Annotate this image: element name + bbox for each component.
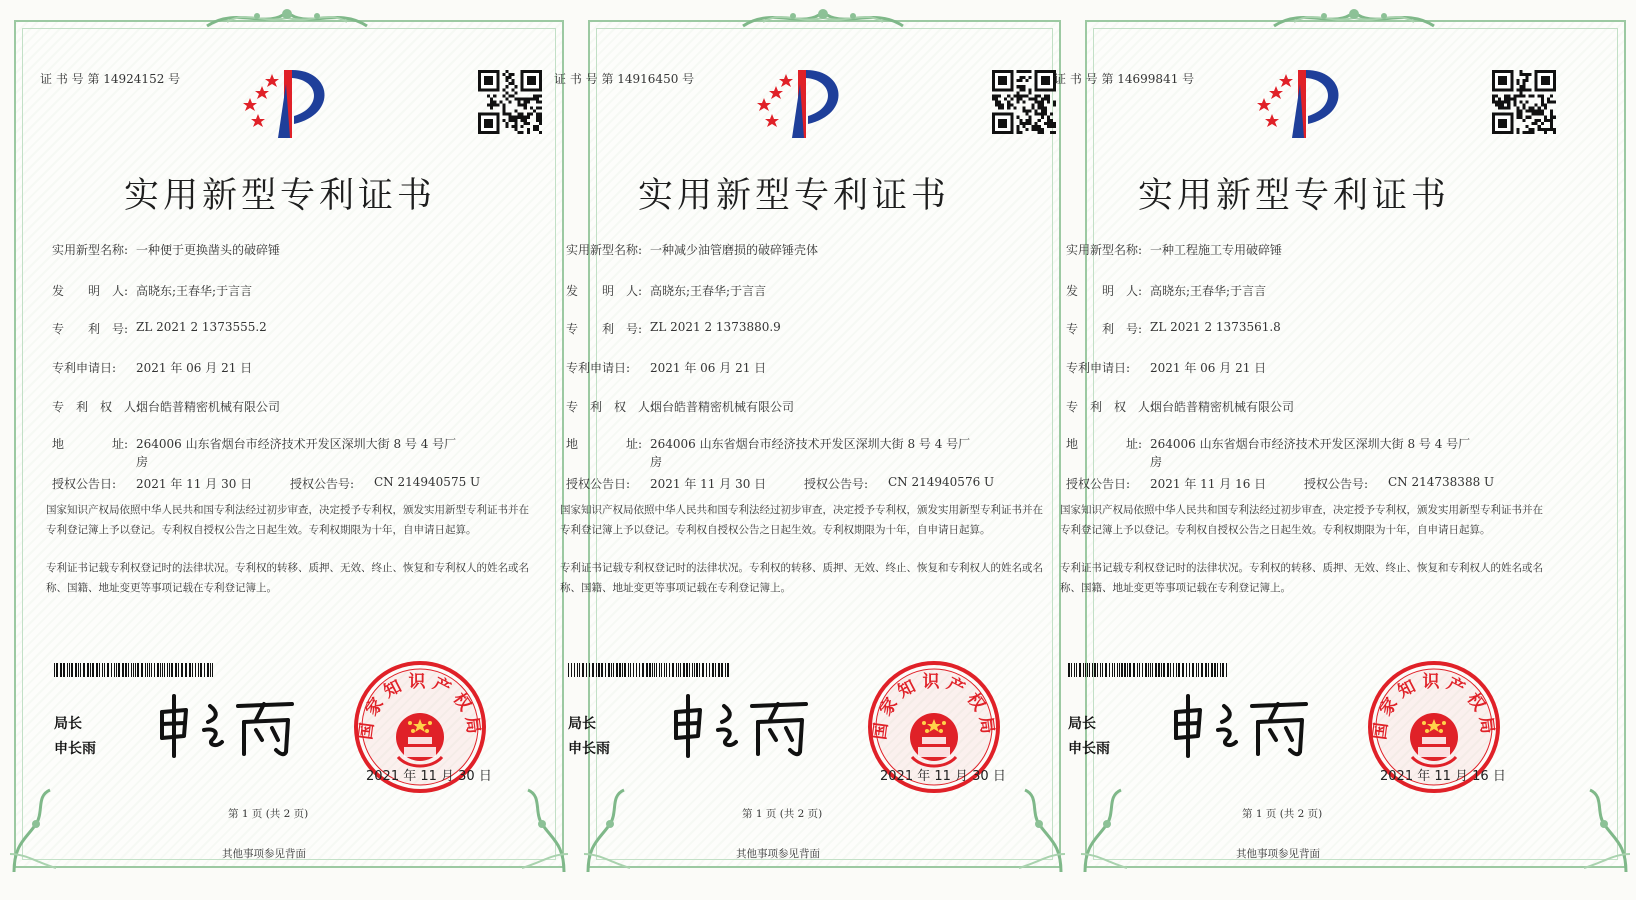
grant-statement-paragraph: 国家知识产权局依照中华人民共和国专利法经过初步审查，决定授予专利权，颁发实用新型专利证书并在专利登记簿上予以登记。专利权自授权公告之日起生效。专利权期限为十年，自申请日起算。 [560, 504, 1043, 536]
seal-date: 2021 年 11 月 30 日 [880, 769, 1006, 784]
filing-date: 2021 年 06 月 21 日 [136, 361, 253, 375]
filing-date: 2021 年 06 月 21 日 [1150, 361, 1267, 375]
patentee-row [52, 398, 281, 415]
field-label: 专利申请日: [52, 361, 117, 375]
barcode-icon [1068, 663, 1230, 677]
address-row [1066, 435, 1471, 452]
handwritten-signature [666, 690, 816, 760]
director-title: 局长 [1068, 716, 1096, 732]
grant-number: CN 214738388 U [1388, 475, 1495, 489]
inventor-names: 高晓东;王春华;于言言 [136, 284, 253, 298]
patentee-name: 烟台皓普精密机械有限公司 [136, 400, 281, 414]
field-label: 授权公告号: [290, 477, 355, 491]
field-label: 专 利 号: [52, 322, 129, 336]
grant-number-row [804, 475, 995, 492]
field-label: 授权公告日: [52, 477, 117, 491]
patent-certificate [1054, 0, 1636, 900]
utility-model-name: 一种减少油管磨损的破碎锤壳体 [650, 243, 819, 257]
inventor-row [1066, 282, 1267, 299]
director-title: 局长 [54, 716, 82, 732]
address-line-2: 房 [1150, 455, 1163, 469]
legal-status-paragraph: 专利证书记载专利权登记时的法律状况。专利权的转移、质押、无效、终止、恢复和专利权人的姓名或名称、国籍、地址变更等事项记载在专利登记簿上。 [46, 562, 529, 594]
field-label: 实用新型名称: [52, 243, 129, 257]
address-line-1: 264006 山东省烟台市经济技术开发区深圳大街 8 号 4 号厂 [650, 437, 971, 451]
grant-statement-paragraph: 国家知识产权局依照中华人民共和国专利法经过初步审查，决定授予专利权，颁发实用新型专利证书并在专利登记簿上予以登记。专利权自授权公告之日起生效。专利权期限为十年，自申请日起算。 [1060, 504, 1543, 536]
grant-number: CN 214940576 U [888, 475, 995, 489]
patent-number-row [52, 320, 267, 337]
grant-date: 2021 年 11 月 30 日 [650, 477, 767, 491]
patentee-name: 烟台皓普精密机械有限公司 [650, 400, 795, 414]
seal-text: 国家知识产权局 [356, 672, 484, 741]
field-label: 发 明 人: [52, 284, 129, 298]
field-label: 实用新型名称: [566, 243, 643, 257]
cnipa-logo-icon [756, 64, 856, 144]
utility-model-name-row [566, 241, 819, 258]
field-label: 专 利 权 人: [566, 400, 655, 414]
inventor-names: 高晓东;王春华;于言言 [650, 284, 767, 298]
patent-number-row [566, 320, 781, 337]
page-indicator: 第 1 页 (共 2 页) [228, 808, 309, 820]
grant-number: CN 214940575 U [374, 475, 481, 489]
certificate-content [514, 0, 1071, 900]
certificate-title: 实用新型专利证书 [1137, 176, 1450, 216]
grant-statement-paragraph: 国家知识产权局依照中华人民共和国专利法经过初步审查，决定授予专利权，颁发实用新型专利证书并在专利登记簿上予以登记。专利权自授权公告之日起生效。专利权期限为十年，自申请日起算。 [46, 504, 529, 536]
address-line-2: 房 [650, 455, 663, 469]
grant-number-row [290, 475, 481, 492]
footer-note: 其他事项参见背面 [222, 848, 306, 860]
utility-model-name: 一种便于更换凿头的破碎锤 [136, 243, 281, 257]
filing-date: 2021 年 06 月 21 日 [650, 361, 767, 375]
grant-date-row [1066, 475, 1267, 492]
field-label: 授权公告日: [1066, 477, 1131, 491]
address-row [52, 435, 457, 452]
qr-code-icon [1492, 70, 1556, 134]
certificate-number: 证 书 号 第 14924152 号 [40, 72, 181, 86]
field-label: 授权公告号: [1304, 477, 1369, 491]
handwritten-signature [152, 690, 302, 760]
grant-date: 2021 年 11 月 16 日 [1150, 477, 1267, 491]
page-indicator: 第 1 页 (共 2 页) [1242, 808, 1323, 820]
cnipa-logo-icon [242, 64, 342, 144]
field-label: 专利申请日: [1066, 361, 1131, 375]
grant-date-row [566, 475, 767, 492]
seal-text: 国家知识产权局 [1370, 672, 1498, 741]
patent-number-row [1066, 320, 1281, 337]
patent-certificate [554, 0, 1071, 900]
certificate-number: 证 书 号 第 14699841 号 [1054, 72, 1195, 86]
field-label: 授权公告号: [804, 477, 869, 491]
patent-number: ZL 2021 2 1373555.2 [136, 320, 267, 334]
utility-model-name-row [1066, 241, 1283, 258]
inventor-names: 高晓东;王春华;于言言 [1150, 284, 1267, 298]
patent-certificate [0, 0, 574, 900]
field-label: 专 利 号: [1066, 322, 1143, 336]
field-label: 授权公告日: [566, 477, 631, 491]
patentee-row [566, 398, 795, 415]
barcode-icon [54, 663, 216, 677]
certificate-number: 证 书 号 第 14916450 号 [554, 72, 695, 86]
cnipa-logo-icon [1256, 64, 1356, 144]
filing-date-row [566, 359, 767, 376]
page-indicator: 第 1 页 (共 2 页) [742, 808, 823, 820]
patentee-name: 烟台皓普精密机械有限公司 [1150, 400, 1295, 414]
grant-date-row [52, 475, 253, 492]
field-label: 专 利 权 人: [1066, 400, 1155, 414]
utility-model-name: 一种工程施工专用破碎锤 [1150, 243, 1283, 257]
director-name: 申长雨 [54, 741, 96, 757]
field-label: 专利申请日: [566, 361, 631, 375]
seal-date: 2021 年 11 月 16 日 [1380, 769, 1506, 784]
patent-number: ZL 2021 2 1373880.9 [650, 320, 781, 334]
utility-model-name-row [52, 241, 281, 258]
patent-number: ZL 2021 2 1373561.8 [1150, 320, 1281, 334]
certificate-content [0, 0, 574, 900]
handwritten-signature [1166, 690, 1316, 760]
director-title: 局长 [568, 716, 596, 732]
footer-note: 其他事项参见背面 [1236, 848, 1320, 860]
field-label: 地 址: [1066, 437, 1143, 451]
filing-date-row [52, 359, 253, 376]
field-label: 地 址: [566, 437, 643, 451]
address-row [566, 435, 971, 452]
certificate-title: 实用新型专利证书 [123, 176, 436, 216]
address-line-1: 264006 山东省烟台市经济技术开发区深圳大街 8 号 4 号厂 [1150, 437, 1471, 451]
seal-text: 国家知识产权局 [870, 672, 998, 741]
barcode-icon [568, 663, 730, 677]
field-label: 专 利 号: [566, 322, 643, 336]
filing-date-row [1066, 359, 1267, 376]
inventor-row [566, 282, 767, 299]
address-line-1: 264006 山东省烟台市经济技术开发区深圳大街 8 号 4 号厂 [136, 437, 457, 451]
grant-date: 2021 年 11 月 30 日 [136, 477, 253, 491]
field-label: 专 利 权 人: [52, 400, 141, 414]
inventor-row [52, 282, 253, 299]
address-line-2: 房 [136, 455, 149, 469]
field-label: 发 明 人: [1066, 284, 1143, 298]
director-name: 申长雨 [1068, 741, 1110, 757]
field-label: 实用新型名称: [1066, 243, 1143, 257]
patentee-row [1066, 398, 1295, 415]
footer-note: 其他事项参见背面 [736, 848, 820, 860]
legal-status-paragraph: 专利证书记载专利权登记时的法律状况。专利权的转移、质押、无效、终止、恢复和专利权人的姓名或名称、国籍、地址变更等事项记载在专利登记簿上。 [1060, 562, 1543, 594]
certificate-title: 实用新型专利证书 [637, 176, 950, 216]
field-label: 发 明 人: [566, 284, 643, 298]
director-name: 申长雨 [568, 741, 610, 757]
grant-number-row [1304, 475, 1495, 492]
field-label: 地 址: [52, 437, 129, 451]
certificate-content [1014, 0, 1636, 900]
seal-date: 2021 年 11 月 30 日 [366, 769, 492, 784]
legal-status-paragraph: 专利证书记载专利权登记时的法律状况。专利权的转移、质押、无效、终止、恢复和专利权人的姓名或名称、国籍、地址变更等事项记载在专利登记簿上。 [560, 562, 1043, 594]
